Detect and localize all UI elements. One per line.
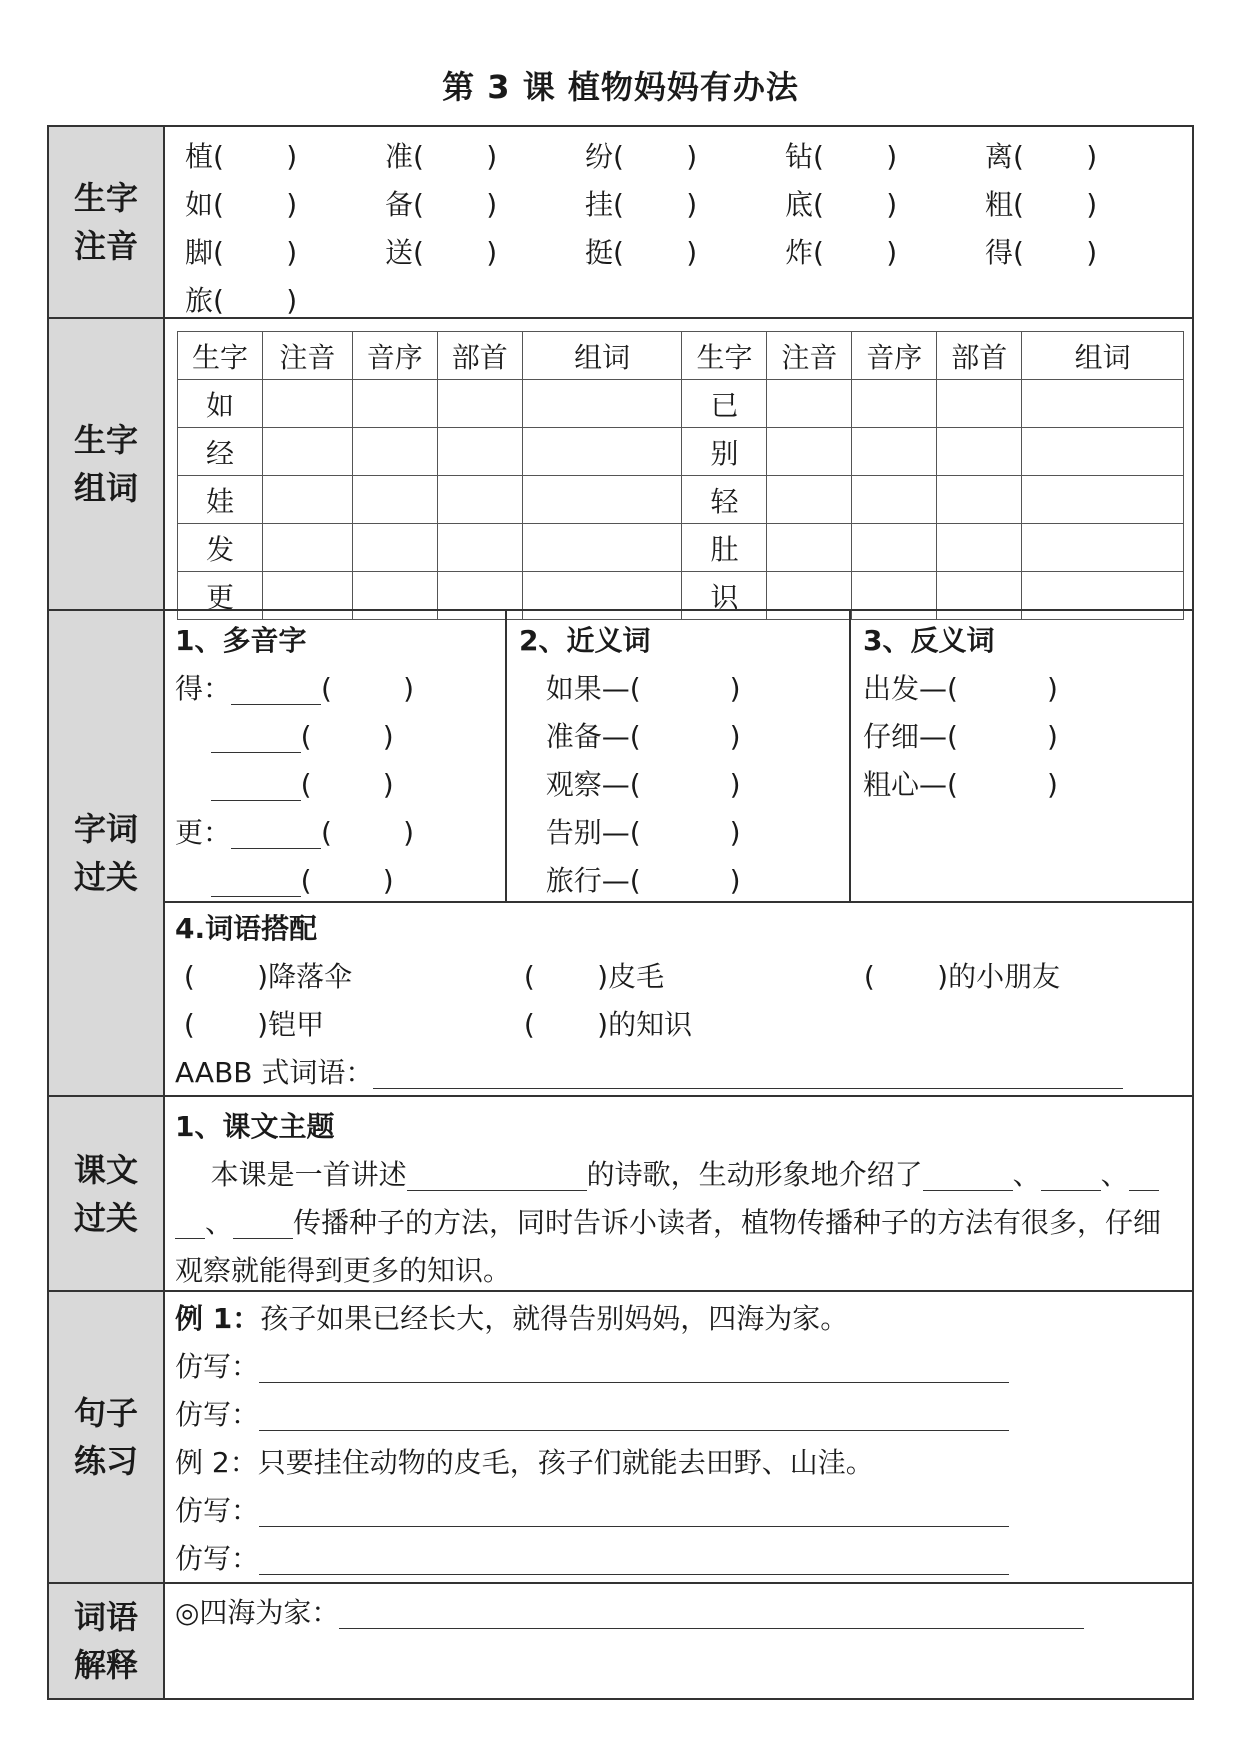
explain-line[interactable]: ◎四海为家： <box>175 1589 1185 1637</box>
column-header: 组词 <box>1022 332 1184 380</box>
header-text: 课文 过关 <box>49 1097 165 1290</box>
table-row: 发 肚 <box>178 524 1184 572</box>
column-header: 组词 <box>522 332 682 380</box>
collocation-block: 4.词语搭配 ( )降落伞 ( )皮毛 ( )的小朋友 ( )铠甲 ( )的知识 AABB 式词语： <box>175 905 1185 1097</box>
example-2: 例 2：只要挂住动物的皮毛，孩子们就能去田野、山洼。 <box>175 1446 874 1479</box>
header-sentence: 句子 练习 <box>49 1292 165 1582</box>
column-header: 音序 <box>852 332 937 380</box>
header-pinyin: 生字 注音 <box>49 127 165 317</box>
table-row: 经 别 <box>178 428 1184 476</box>
pinyin-item[interactable]: 底( ) <box>785 188 898 221</box>
column-header: 生字 <box>178 332 263 380</box>
column-header: 注音 <box>767 332 852 380</box>
imitate-line[interactable]: 仿写： <box>175 1343 1185 1391</box>
pinyin-item[interactable]: 脚( ) <box>185 236 298 269</box>
synonym-title: 2、近义词 <box>519 624 651 657</box>
pinyin-item[interactable]: 粗( ) <box>985 188 1098 221</box>
pinyin-item[interactable]: 挂( ) <box>585 188 698 221</box>
table-row: 如 已 <box>178 380 1184 428</box>
synonym-block: 2、近义词 如果—( ) 准备—( ) 观察—( ) 告别—( ) 旅行—( ) <box>519 617 741 905</box>
word-table <box>177 331 1184 620</box>
column-header: 音序 <box>352 332 437 380</box>
sentence-block <box>175 1295 1185 1583</box>
pinyin-item[interactable]: 准( ) <box>385 140 498 173</box>
explain-block <box>175 1589 1185 1637</box>
pinyin-item[interactable]: 纷( ) <box>585 140 698 173</box>
collocation-title: 4.词语搭配 <box>175 912 318 945</box>
table-row: 娃 轻 <box>178 476 1184 524</box>
polyphonic-block: 1、多音字 得： ( ) ( ) ( ) 更： ( ) ( ) <box>175 617 414 905</box>
imitate-line[interactable]: 仿写： <box>175 1535 1185 1583</box>
text-theme-block: 1、课文主题 本课是一首讲述 的诗歌，生动形象地介绍了 、 、 、 传播种子的方法，同时告诉小读者，植物传播种子的方法有很多，仔细 观察就能得到更多的知识。 <box>175 1103 1185 1295</box>
antonym-block: 3、反义词 出发—( ) 仔细—( ) 粗心—( ) <box>863 617 1058 809</box>
pinyin-item[interactable]: 备( ) <box>385 188 498 221</box>
table-row: 更 识 <box>178 572 1184 620</box>
theme-title: 1、课文主题 <box>175 1110 335 1143</box>
column-header: 注音 <box>262 332 352 380</box>
header-vocab: 字词 过关 <box>49 611 165 1095</box>
pinyin-item[interactable]: 离( ) <box>985 140 1098 173</box>
column-header: 部首 <box>437 332 522 380</box>
header-words: 生字 组词 <box>49 319 165 609</box>
antonym-title: 3、反义词 <box>863 624 995 657</box>
header-explain: 词语 解释 <box>49 1584 165 1698</box>
pinyin-item[interactable]: 钻( ) <box>785 140 898 173</box>
pinyin-item[interactable]: 挺( ) <box>585 236 698 269</box>
pinyin-item[interactable]: 如( ) <box>185 188 298 221</box>
pinyin-grid <box>185 133 1185 325</box>
imitate-line[interactable]: 仿写： <box>175 1487 1185 1535</box>
pinyin-item[interactable]: 送( ) <box>385 236 498 269</box>
word-table-area <box>165 319 1192 614</box>
example-1: 例 1：孩子如果已经长大，就得告别妈妈，四海为家。 <box>175 1302 849 1335</box>
pinyin-item[interactable]: 炸( ) <box>785 236 898 269</box>
column-header: 生字 <box>682 332 767 380</box>
polyphonic-title: 1、多音字 <box>175 624 307 657</box>
worksheet-table <box>47 125 1194 1700</box>
column-header: 部首 <box>937 332 1022 380</box>
pinyin-item[interactable]: 旅( ) <box>185 284 298 317</box>
pinyin-item[interactable]: 得( ) <box>985 236 1098 269</box>
table-header-row <box>178 332 1184 380</box>
pinyin-item[interactable]: 植( ) <box>185 140 298 173</box>
page-title: 第 3 课 植物妈妈有办法 <box>442 68 799 106</box>
imitate-line[interactable]: 仿写： <box>175 1391 1185 1439</box>
